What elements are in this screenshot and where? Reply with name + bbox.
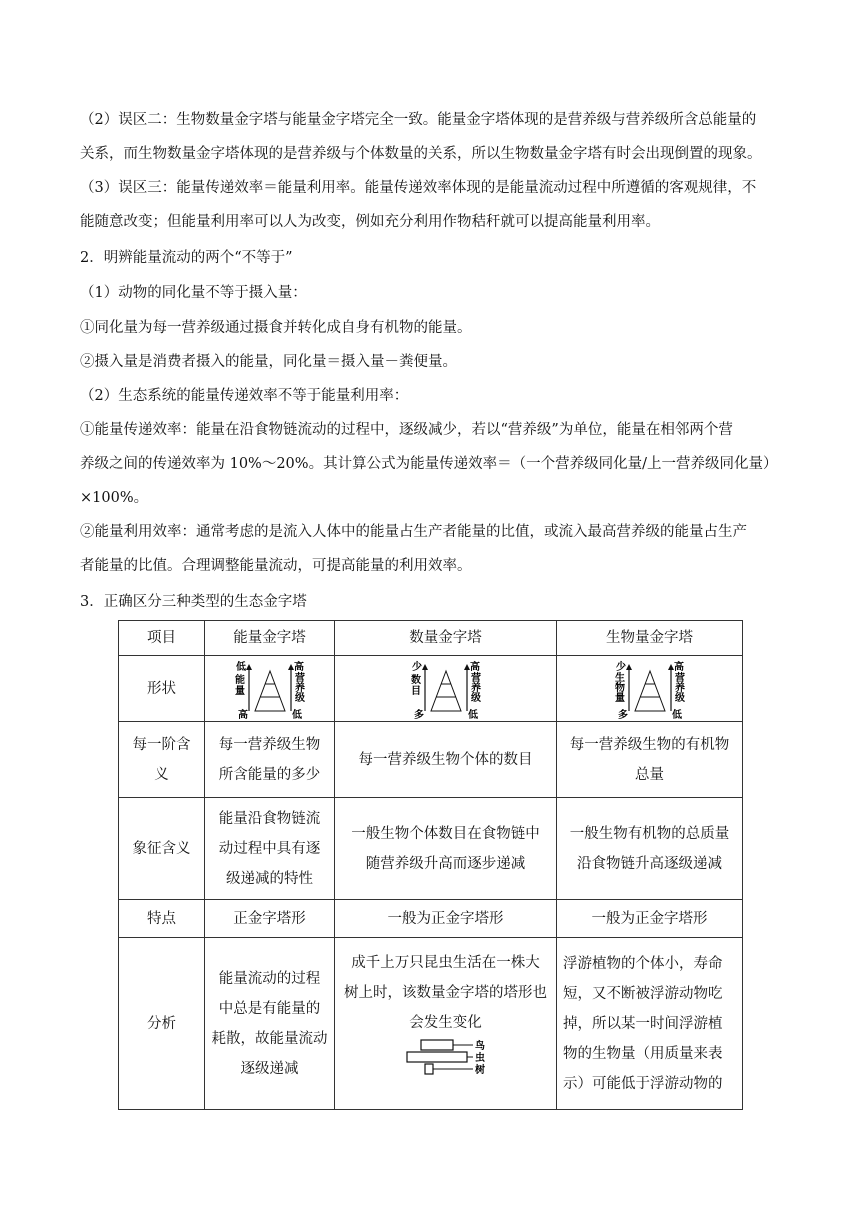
table-row-feature bbox=[119, 900, 743, 938]
para-assimilation: ①同化量为每一营养级通过摄食并转化成自身有机物的能量。 bbox=[80, 320, 472, 336]
label-meaning-line: 义 bbox=[154, 766, 169, 783]
number-meaning-line: 每一营养级生物个体的数目 bbox=[358, 751, 533, 768]
table-header-row bbox=[119, 621, 743, 656]
number-analysis-line: 会发生变化 bbox=[409, 1015, 482, 1031]
number-meaning bbox=[335, 722, 557, 798]
biomass-meaning-line: 总量 bbox=[635, 766, 664, 783]
label-meaning bbox=[119, 722, 205, 798]
number-feature: 一般为正金字塔形 bbox=[335, 900, 557, 938]
energy-analysis-line: 中总是有能量的 bbox=[218, 1000, 321, 1017]
biomass-top-left-label: 少 bbox=[615, 661, 626, 673]
energy-analysis bbox=[205, 938, 335, 1110]
number-analysis-line: 成千上万只昆虫生活在一株大 bbox=[351, 955, 540, 971]
energy-analysis-line: 逐级递减 bbox=[240, 1060, 299, 1077]
biomass-analysis bbox=[557, 938, 743, 1110]
insect-label: 虫 bbox=[474, 1053, 485, 1064]
energy-symbol-line: 级递减的特性 bbox=[226, 870, 313, 887]
label-feature: 特点 bbox=[119, 900, 205, 938]
biomass-analysis-line: 短，又不断被浮游动物吃 bbox=[563, 985, 723, 1002]
number-symbol bbox=[335, 798, 557, 900]
table-row-meaning bbox=[119, 722, 743, 798]
number-top-left-label: 少 bbox=[411, 661, 422, 673]
energy-pyramid-triangle bbox=[255, 671, 285, 711]
energy-meaning-line: 每一营养级生物 bbox=[218, 736, 321, 753]
biomass-right-axis-char2: 养 bbox=[674, 682, 685, 694]
para-transfer-efficiency-line3: ×100%。 bbox=[80, 490, 149, 506]
biomass-left-axis-char2: 物 bbox=[614, 682, 625, 694]
number-pyramid-figure-cell bbox=[335, 656, 557, 722]
tree-label: 树 bbox=[474, 1065, 485, 1076]
biomass-symbol-line: 沿食物链升高逐级递减 bbox=[577, 855, 722, 872]
table-row-analysis bbox=[119, 938, 743, 1110]
section-2-heading: 2．明辨能量流动的两个“不等于” bbox=[80, 250, 293, 266]
biomass-pyramid-figure-cell bbox=[557, 656, 743, 722]
energy-right-axis-char1: 营 bbox=[294, 672, 305, 684]
table-row-shape bbox=[119, 656, 743, 722]
energy-bottom-right-label: 低 bbox=[291, 709, 302, 719]
biomass-analysis-line: 掉，所以某一时间浮游植 bbox=[563, 1015, 723, 1032]
biomass-bottom-right-label: 低 bbox=[671, 709, 682, 719]
number-symbol-line: 一般生物个体数目在食物链中 bbox=[351, 825, 540, 842]
label-analysis: 分析 bbox=[119, 938, 205, 1110]
biomass-pyramid-figure bbox=[610, 659, 690, 719]
para-misconception-2-line2: 关系，而生物数量金字塔体现的是营养级与个体数量的关系，所以生物数量金字塔有时会出现倒置的现象。 bbox=[80, 146, 762, 162]
energy-meaning-line: 所含能量的多少 bbox=[218, 766, 321, 783]
number-right-axis-char1: 营 bbox=[470, 672, 481, 684]
inverted-number-pyramid-figure bbox=[401, 1038, 491, 1078]
energy-analysis-line: 耗散，故能量流动 bbox=[211, 1030, 328, 1047]
biomass-analysis-line: 浮游植物的个体小，寿命 bbox=[563, 955, 723, 972]
biomass-meaning bbox=[557, 722, 743, 798]
biomass-right-axis-char3: 级 bbox=[674, 692, 685, 704]
para-misconception-2-line1: （2）误区二：生物数量金字塔与能量金字塔完全一致。能量金字塔体现的是营养级与营养级所含总能量的 bbox=[80, 112, 757, 128]
biomass-symbol-line: 一般生物有机物的总质量 bbox=[569, 825, 730, 842]
energy-right-axis-char2: 养 bbox=[294, 682, 305, 694]
number-left-axis-char2: 目 bbox=[410, 685, 421, 697]
energy-left-axis-char2: 量 bbox=[234, 685, 245, 697]
header-biomass-pyramid: 生物量金字塔 bbox=[557, 621, 743, 656]
energy-meaning bbox=[205, 722, 335, 798]
energy-symbol bbox=[205, 798, 335, 900]
table-row-symbol bbox=[119, 798, 743, 900]
energy-analysis-line: 能量流动的过程 bbox=[218, 970, 321, 987]
para-misconception-3-line2: 能随意改变；但能量利用率可以人为改变，例如充分利用作物秸秆就可以提高能量利用率。 bbox=[80, 214, 660, 230]
biomass-symbol bbox=[557, 798, 743, 900]
insect-bar bbox=[407, 1052, 467, 1062]
biomass-analysis-line: 物的生物量（用质量来表 bbox=[563, 1045, 723, 1062]
energy-top-left-label: 低 bbox=[235, 661, 246, 673]
energy-pyramid-figure bbox=[230, 659, 310, 719]
biomass-left-axis-char3: 量 bbox=[614, 692, 625, 704]
subsection-2-2-heading: （2）生态系统的能量传递效率不等于能量利用率： bbox=[80, 388, 409, 404]
biomass-meaning-line: 每一营养级生物的有机物 bbox=[569, 736, 730, 753]
number-right-axis-char3: 级 bbox=[470, 692, 481, 704]
number-right-axis-char2: 养 bbox=[470, 682, 481, 694]
energy-left-axis-char1: 能 bbox=[234, 674, 245, 686]
label-meaning-line: 每一阶含 bbox=[132, 736, 191, 753]
biomass-bottom-left-label: 多 bbox=[617, 709, 628, 719]
number-bottom-left-label: 多 bbox=[413, 709, 424, 719]
para-intake: ②摄入量是消费者摄入的能量，同化量＝摄入量－粪便量。 bbox=[80, 354, 457, 370]
number-left-axis-char1: 数 bbox=[410, 674, 421, 686]
number-analysis bbox=[335, 938, 557, 1110]
tree-bar bbox=[425, 1064, 433, 1074]
subsection-2-1-heading: （1）动物的同化量不等于摄入量： bbox=[80, 285, 307, 301]
label-shape: 形状 bbox=[119, 656, 205, 722]
energy-left-arrowhead bbox=[246, 664, 252, 670]
bird-bar bbox=[421, 1040, 453, 1050]
number-left-arrowhead bbox=[422, 664, 428, 670]
number-pyramid-figure bbox=[406, 659, 486, 719]
biomass-left-axis-char1: 生 bbox=[614, 672, 625, 684]
number-top-right-label: 高 bbox=[469, 661, 480, 673]
bird-label: 鸟 bbox=[474, 1041, 485, 1052]
label-symbol-line: 象征含义 bbox=[132, 840, 191, 857]
energy-top-right-label: 高 bbox=[293, 661, 304, 673]
energy-right-axis-char3: 级 bbox=[294, 692, 305, 704]
para-transfer-efficiency-line1: ①能量传递效率：能量在沿食物链流动的过程中，逐级减少，若以“营养级”为单位，能量在相邻两个营 bbox=[80, 422, 733, 438]
header-number-pyramid: 数量金字塔 bbox=[335, 621, 557, 656]
para-misconception-3-line1: （3）误区三：能量传递效率＝能量利用率。能量传递效率体现的是能量流动过程中所遵循的客观规律，不 bbox=[80, 180, 757, 196]
biomass-top-right-label: 高 bbox=[673, 661, 684, 673]
para-utilization-efficiency-line1: ②能量利用效率：通常考虑的是流入人体中的能量占生产者能量的比值，或流入最高营养级的能量占生产 bbox=[80, 524, 747, 540]
number-symbol-line: 随营养级升高而逐步递减 bbox=[365, 855, 526, 872]
biomass-analysis-line: 示）可能低于浮游动物的 bbox=[563, 1075, 723, 1092]
section-3-heading: 3．正确区分三种类型的生态金字塔 bbox=[80, 594, 307, 610]
energy-bottom-left-label: 高 bbox=[237, 709, 248, 719]
biomass-left-arrowhead bbox=[626, 664, 632, 670]
label-symbol bbox=[119, 798, 205, 900]
energy-feature: 正金字塔形 bbox=[205, 900, 335, 938]
biomass-right-axis-char1: 营 bbox=[674, 672, 685, 684]
number-analysis-line: 树上时，该数量金字塔的塔形也 bbox=[344, 985, 547, 1001]
biomass-pyramid-triangle bbox=[635, 671, 665, 711]
para-utilization-efficiency-line2: 者能量的比值。合理调整能量流动，可提高能量的利用效率。 bbox=[80, 558, 472, 574]
number-bottom-right-label: 低 bbox=[467, 709, 478, 719]
number-pyramid-triangle bbox=[431, 671, 461, 711]
energy-symbol-line: 动过程中具有逐 bbox=[218, 840, 321, 857]
pyramid-comparison-table bbox=[118, 620, 743, 1110]
biomass-feature: 一般为正金字塔形 bbox=[557, 900, 743, 938]
para-transfer-efficiency-line2: 养级之间的传递效率为 10%～20%。其计算公式为能量传递效率＝（一个营养级同化量/上一营养级同化量） bbox=[80, 456, 778, 472]
energy-pyramid-figure-cell bbox=[205, 656, 335, 722]
header-energy-pyramid: 能量金字塔 bbox=[205, 621, 335, 656]
energy-symbol-line: 能量沿食物链流 bbox=[218, 810, 321, 827]
header-item: 项目 bbox=[119, 621, 205, 656]
